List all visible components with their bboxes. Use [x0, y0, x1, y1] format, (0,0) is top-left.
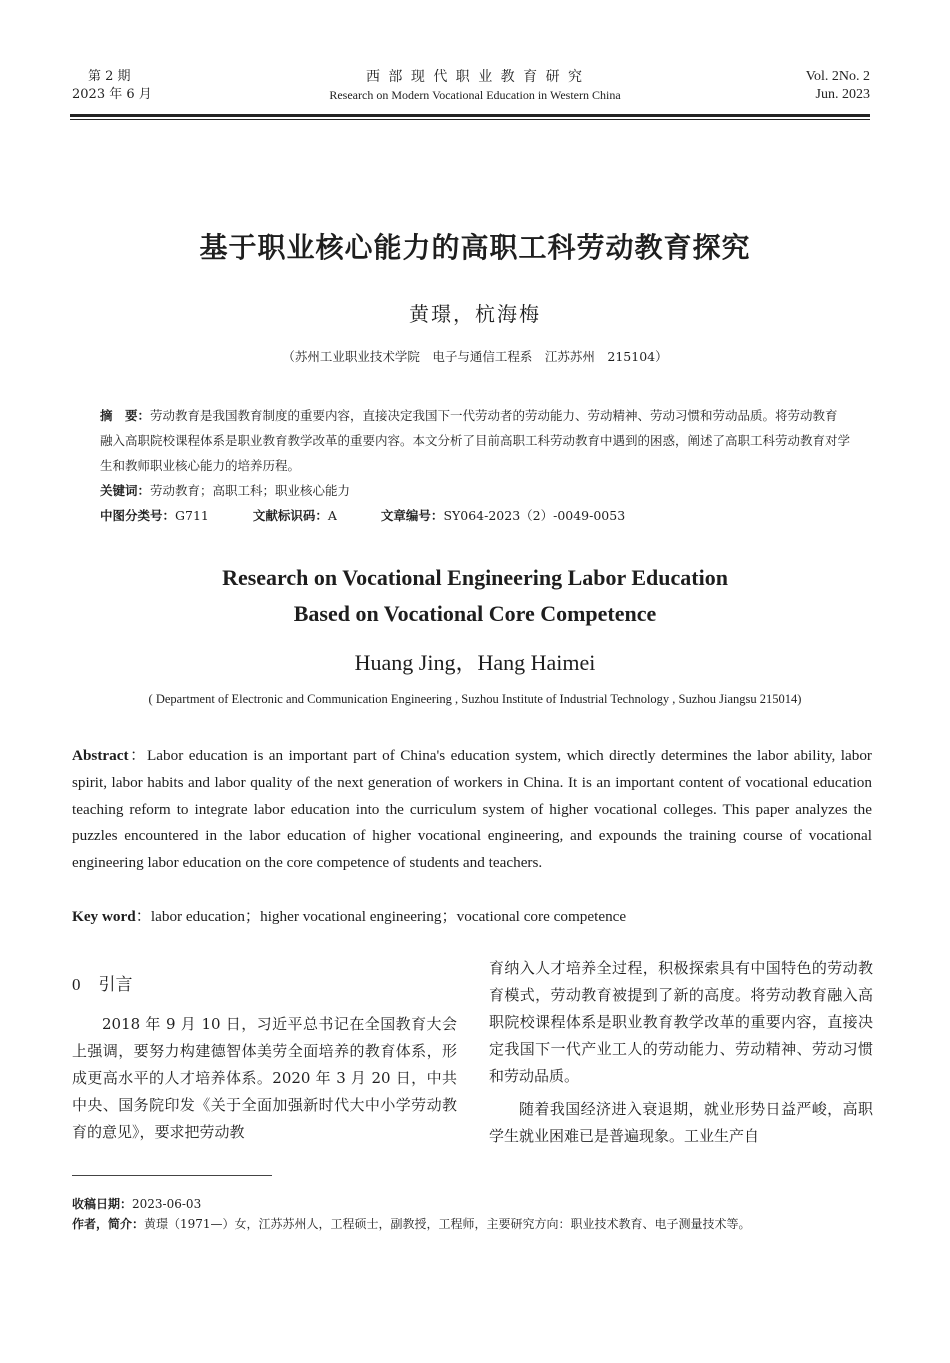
body-paragraph-2: 随着我国经济进入衰退期，就业形势日益严峻，高职学生就业困难已是普遍现象。工业生产自: [489, 1100, 873, 1145]
body-paragraph-1: 2018 年 9 月 10 日，习近平总书记在全国教育大会上强调，要努力构建德智体美劳全面培养的教育体系，形成更高水平的人才培养体系。2020 年 3 月 20 日，中共中央、国务院印发《关于全面加强新时代大中小学劳动教育的意见》，要求把劳动教: [72, 1015, 457, 1141]
header-rule-thin: [70, 119, 870, 120]
body-left-column: [72, 1011, 457, 1146]
doc-code-label: 文献标识码：: [252, 508, 328, 523]
doc-code-value: A: [327, 508, 337, 523]
affiliation-en: ( Department of Electronic and Communication Engineering , Suzhou Institute of Industrial Technology , Suzhou Jiangsu 215014): [148, 692, 802, 706]
body-right-column-bottom: [489, 1096, 873, 1150]
clc-value: G711: [175, 508, 209, 523]
abstract-en-text: ：Labor education is an important part of China's education system, which directly determines the labor ability, labor spirit, labor habits and labor quality of the next generation of workers in China. It is an important content of vocational education teaching reform to integrate labor education into the curriculum system of higher vocational colleges. This paper analyzes the puzzles encountered in the labor education of higher vocational engineering, and expounds the training course of vocational engineering labor education on the core competence of students and teachers.: [72, 747, 872, 872]
header-center: [250, 68, 700, 104]
abstract-cn: [100, 403, 850, 478]
volume-number: Vol. 2No. 2: [805, 69, 870, 84]
section-number: 0: [72, 975, 81, 994]
keywords-cn-text: 劳动教育；高职工科；职业核心能力: [150, 483, 351, 498]
body-right-column-top: [489, 955, 873, 1090]
keywords-cn: [100, 478, 850, 503]
header-right: [760, 68, 870, 104]
abstract-en: [72, 743, 872, 877]
paper-title-en-line1: Research on Vocational Engineering Labor Education: [222, 565, 728, 590]
footnote-received: [72, 1194, 872, 1215]
issue-date-cn: 2023 年 6 月: [72, 87, 152, 102]
abstract-en-label: Abstract: [72, 747, 129, 764]
keywords-en-label: Key word: [72, 908, 136, 925]
footnote-author-bio: [72, 1214, 872, 1235]
journal-name-en: Research on Modern Vocational Education in Western China: [329, 88, 621, 102]
authors-cn: 黄璟，杭海梅: [409, 302, 541, 326]
abstract-cn-label: 摘 要：: [100, 408, 151, 423]
affiliation-cn: （苏州工业职业技术学院 电子与通信工程系 江苏苏州 215104）: [282, 349, 668, 364]
header-left: [72, 68, 152, 104]
section-title: 引言: [98, 975, 133, 995]
issue-date-en: Jun. 2023: [815, 87, 870, 102]
authors-en: Huang Jing，Hang Haimei: [354, 650, 596, 675]
paper-title-en: [60, 560, 890, 632]
body-paragraph-1-continued: 育纳入人才培养全过程，积极探索具有中国特色的劳动教育模式，劳动教育被提到了新的高度。将劳动教育融入高职院校课程体系是职业教育教学改革的重要内容，直接决定我国下一代产业工人的劳动能力、劳动精神、劳动习惯和劳动品质。: [489, 959, 873, 1085]
author-bio-text: 黄璟（1971—）女，江苏苏州人，工程硕士，副教授，工程师，主要研究方向：职业技术教育、电子测量技术等。: [144, 1217, 751, 1231]
keywords-cn-label: 关键词：: [100, 483, 151, 498]
clc-label: 中图分类号：: [100, 508, 176, 523]
abstract-cn-text: 劳动教育是我国教育制度的重要内容，直接决定我国下一代劳动者的劳动能力、劳动精神、劳动习惯和劳动品质。将劳动教育融入高职院校课程体系是职业教育教学改革的重要内容。本文分析了目前高职工科劳动教育中遇到的困惑，阐述了高职工科劳动教育对学生和教师职业核心能力的培养历程。: [100, 408, 851, 473]
issue-number: 第 2 期: [88, 69, 131, 84]
keywords-en-text: ：labor education；higher vocational engineering；vocational core competence: [135, 908, 627, 925]
article-number-value: SY064-2023（2）-0049-0053: [443, 508, 626, 523]
footnote-rule: [72, 1175, 272, 1176]
received-label: 收稿日期：: [72, 1197, 133, 1211]
article-number-label: 文章编号：: [380, 508, 444, 523]
received-date: 2023-06-03: [132, 1197, 202, 1211]
section-heading: [72, 970, 133, 995]
paper-title-cn: 基于职业核心能力的高职工科劳动教育探究: [199, 231, 751, 264]
header-rule-thick: [70, 114, 870, 117]
journal-name-cn: 西 部 现 代 职 业 教 育 研 究: [365, 69, 585, 85]
author-bio-label: 作者，简介：: [72, 1217, 145, 1231]
classification-line: [100, 503, 850, 528]
keywords-en: [72, 905, 872, 926]
paper-title-en-line2: Based on Vocational Core Competence: [293, 601, 657, 626]
